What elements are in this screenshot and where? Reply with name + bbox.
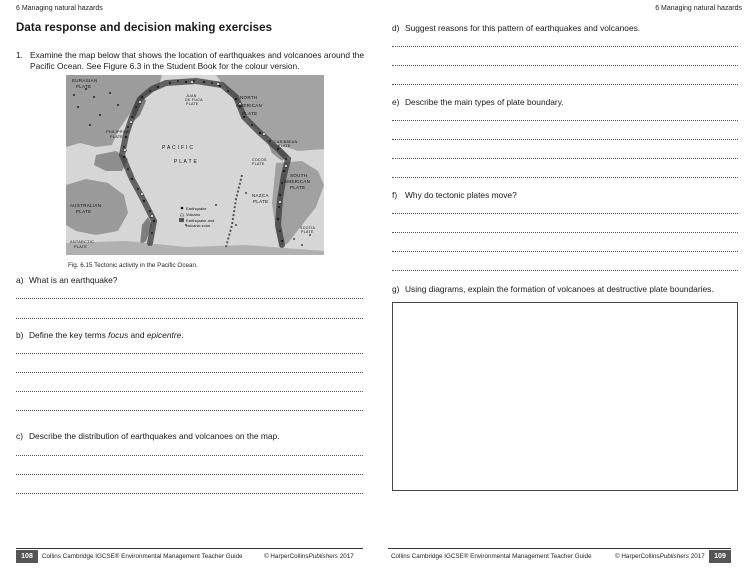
label-caribbean: CARIBBEAN [274, 140, 298, 144]
question-1 [16, 50, 364, 72]
question-e-text: Describe the main types of plate boundary. [405, 97, 564, 107]
question-c-letter: c) [16, 431, 23, 441]
label-antarctic-plate: PLATE [74, 245, 88, 249]
diagram-answer-box[interactable] [392, 302, 738, 491]
footer-rule-left [16, 548, 363, 549]
answer-line-b-2[interactable] [16, 372, 363, 373]
answer-line-e-4[interactable] [392, 177, 738, 178]
answer-line-e-2[interactable] [392, 139, 738, 140]
question-1-number: 1. [16, 50, 23, 60]
footer-book-title-right: Collins Cambridge IGCSE® Environmental Management Teacher Guide [391, 553, 592, 560]
question-a-letter: a) [16, 275, 24, 285]
question-1-text: Examine the map below that shows the location of earthquakes and volcanoes around the Pacific Ocean. See Figure 6.3 in the Student Book for the colour version. [30, 50, 364, 71]
question-e-letter: e) [392, 97, 400, 107]
footer-rule-right [388, 548, 731, 549]
question-b-text-mid: and [128, 330, 147, 340]
label-nazca: NAZCA [252, 193, 269, 198]
label-antarctic: ANTARCTIC [70, 240, 95, 244]
figure-caption: Fig. 6.15 Tectonic activity in the Pacific Ocean. [68, 262, 198, 269]
legend-volcano: Volcano [186, 212, 201, 217]
label-south-plate: PLATE [290, 185, 306, 190]
legend-zone-2: volcanic zone [186, 223, 211, 228]
label-pacific-plate: P L A T E [174, 159, 198, 165]
question-c-text: Describe the distribution of earthquakes and volcanoes on the map. [29, 431, 280, 441]
question-f-text: Why do tectonic plates move? [405, 190, 517, 200]
label-north: NORTH [240, 95, 258, 100]
label-caribbean-plate: PLATE [278, 144, 291, 148]
running-head-right: 6 Managing natural hazards [655, 5, 742, 12]
label-eurasian-plate: PLATE [76, 84, 92, 89]
question-d-letter: d) [392, 23, 400, 33]
label-north-plate: PLATE [242, 111, 258, 116]
footer-copyright-right: © HarperCollinsPublishers 2017 [615, 553, 705, 560]
answer-line-b-4[interactable] [16, 410, 363, 411]
answer-line-c-2[interactable] [16, 474, 363, 475]
tectonic-map-image [66, 75, 324, 255]
answer-line-f-4[interactable] [392, 270, 738, 271]
answer-line-a-1[interactable] [16, 298, 363, 299]
question-b-term-epicentre: epicentre [146, 330, 182, 340]
question-b [16, 330, 184, 340]
question-b-letter: b) [16, 330, 24, 340]
running-head-left: 6 Managing natural hazards [16, 5, 103, 12]
label-philippine-plate: PLATE [110, 135, 124, 139]
label-pacific: P A C I F I C [162, 145, 194, 151]
earthquake-marker-icon [181, 207, 184, 210]
question-g-letter: g) [392, 284, 400, 294]
label-american: AMERICAN [236, 103, 263, 108]
answer-line-d-3[interactable] [392, 84, 738, 85]
footer-copyright-left: © HarperCollinsPublishers 2017 [264, 553, 354, 560]
answer-line-c-1[interactable] [16, 455, 363, 456]
legend-zone-1: Earthquake and [186, 218, 215, 223]
question-d-text: Suggest reasons for this pattern of earthquakes and volcanoes. [405, 23, 641, 33]
label-scotia-plate: PLATE [301, 230, 314, 234]
page-number-left: 108 [16, 550, 38, 563]
question-b-text-after: . [181, 330, 184, 340]
answer-line-f-1[interactable] [392, 213, 738, 214]
label-eurasian: EURASIAN [72, 78, 98, 83]
zone-swatch-icon [179, 218, 184, 222]
tectonic-map [66, 75, 324, 255]
section-title: Data response and decision making exercises [16, 22, 273, 34]
label-scotia: SCOTIA [300, 226, 316, 230]
question-e [392, 97, 564, 107]
label-nazca-plate: PLATE [253, 199, 269, 204]
label-juan-de-fuca: DE FUCA [185, 98, 203, 102]
label-australian-plate: PLATE [76, 209, 92, 214]
question-b-text-before: Define the key terms [29, 330, 109, 340]
answer-line-f-3[interactable] [392, 251, 738, 252]
answer-line-f-2[interactable] [392, 232, 738, 233]
footer-book-title-left: Collins Cambridge IGCSE® Environmental Management Teacher Guide [42, 553, 243, 560]
question-c [16, 431, 279, 441]
answer-line-e-3[interactable] [392, 158, 738, 159]
question-f-letter: f) [392, 190, 398, 200]
question-f [392, 190, 517, 200]
answer-line-b-1[interactable] [16, 353, 363, 354]
question-b-term-focus: focus [108, 330, 129, 340]
label-south: SOUTH [290, 173, 308, 178]
answer-line-a-2[interactable] [16, 318, 363, 319]
label-cocos-plate: PLATE [252, 162, 265, 166]
question-d [392, 23, 640, 33]
question-g-text: Using diagrams, explain the formation of volcanoes at destructive plate boundaries. [405, 284, 714, 294]
label-australian: AUSTRALIAN [70, 203, 102, 208]
label-philippine: PHILIPPINE [106, 130, 130, 134]
answer-line-d-2[interactable] [392, 65, 738, 66]
label-juan: JUAN [186, 94, 197, 98]
question-a-text: What is an earthquake? [29, 275, 118, 285]
label-cocos: COCOS [252, 158, 267, 162]
label-south-american: AMERICAN [284, 179, 311, 184]
question-g [392, 284, 714, 294]
answer-line-d-1[interactable] [392, 46, 738, 47]
legend-earthquake: Earthquake [186, 206, 207, 211]
label-juan-plate: PLATE [186, 102, 199, 106]
answer-line-e-1[interactable] [392, 120, 738, 121]
question-a [16, 275, 117, 285]
answer-line-c-3[interactable] [16, 493, 363, 494]
answer-line-b-3[interactable] [16, 391, 363, 392]
page-number-right: 109 [709, 550, 731, 563]
